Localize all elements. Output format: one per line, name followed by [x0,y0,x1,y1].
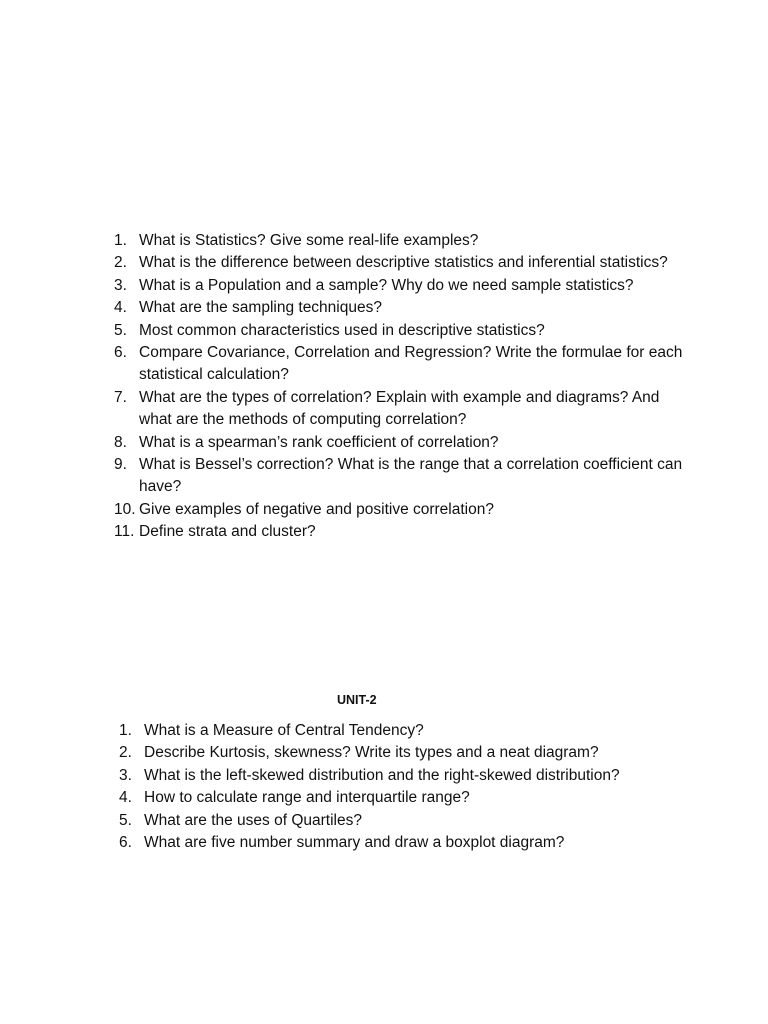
question-text: What is the difference between descriptive statistics and inferential statistics? [139,254,668,272]
question-text: What is Statistics? Give some real-life examples? [139,232,479,249]
question-item [0,275,768,297]
question-number: 8. [114,433,127,451]
question-text: What is the left-skewed distribution and the right-skewed distribution? [144,766,620,784]
question-number: 11. [114,523,135,541]
question-number: 4. [114,299,127,317]
question-item [0,252,768,274]
question-item [0,499,768,521]
question-item [0,230,768,252]
question-text: What are the sampling techniques? [139,299,382,317]
question-number: 6. [119,834,132,852]
question-item [0,342,768,387]
question-item [0,787,768,809]
question-item [0,387,768,432]
question-text: Describe Kurtosis, skewness? Write its types and a neat diagram? [144,744,599,762]
question-number: 5. [119,811,132,829]
unit2-heading: UNIT-2 [337,693,377,707]
question-text: What is Bessel’s correction? What is the range that a correlation coefficient can have? [139,456,683,496]
unit2-question-list [0,720,768,854]
question-item [0,297,768,319]
question-text: Define strata and cluster? [139,523,316,541]
question-number: 4. [119,789,132,807]
question-number: 2. [114,254,127,272]
question-item [0,742,768,764]
question-number: 7. [114,388,127,406]
question-number: 5. [114,321,127,339]
question-item [0,765,768,787]
question-text: Most common characteristics used in descriptive statistics? [139,321,545,339]
question-text: What are five number summary and draw a boxplot diagram? [144,834,565,852]
question-number: 10. [114,500,136,518]
question-item [0,810,768,832]
question-number: 2. [119,744,132,762]
question-item [0,320,768,342]
question-number: 1. [114,232,127,249]
question-text: Compare Covariance, Correlation and Regression? Write the formulae for each statistical calculation? [139,344,683,384]
question-text: What are the types of correlation? Explain with example and diagrams? And what are the methods of computing correlation? [139,388,660,429]
question-number: 3. [119,766,132,784]
question-text: How to calculate range and interquartile range? [144,789,470,807]
question-item [0,432,768,454]
question-item [0,521,768,543]
question-item [0,720,768,742]
question-text: What is a spearman’s rank coefficient of correlation? [139,433,499,451]
question-item [0,832,768,854]
question-text: What is a Measure of Central Tendency? [144,722,424,739]
question-number: 6. [114,344,127,362]
question-text: What are the uses of Quartiles? [144,811,362,829]
question-number: 1. [119,722,132,739]
question-number: 3. [114,276,127,294]
question-text: What is a Population and a sample? Why do we need sample statistics? [139,276,634,294]
question-number: 9. [114,456,127,474]
question-item [0,454,768,499]
question-text: Give examples of negative and positive correlation? [139,500,494,518]
unit1-question-list [0,230,768,544]
